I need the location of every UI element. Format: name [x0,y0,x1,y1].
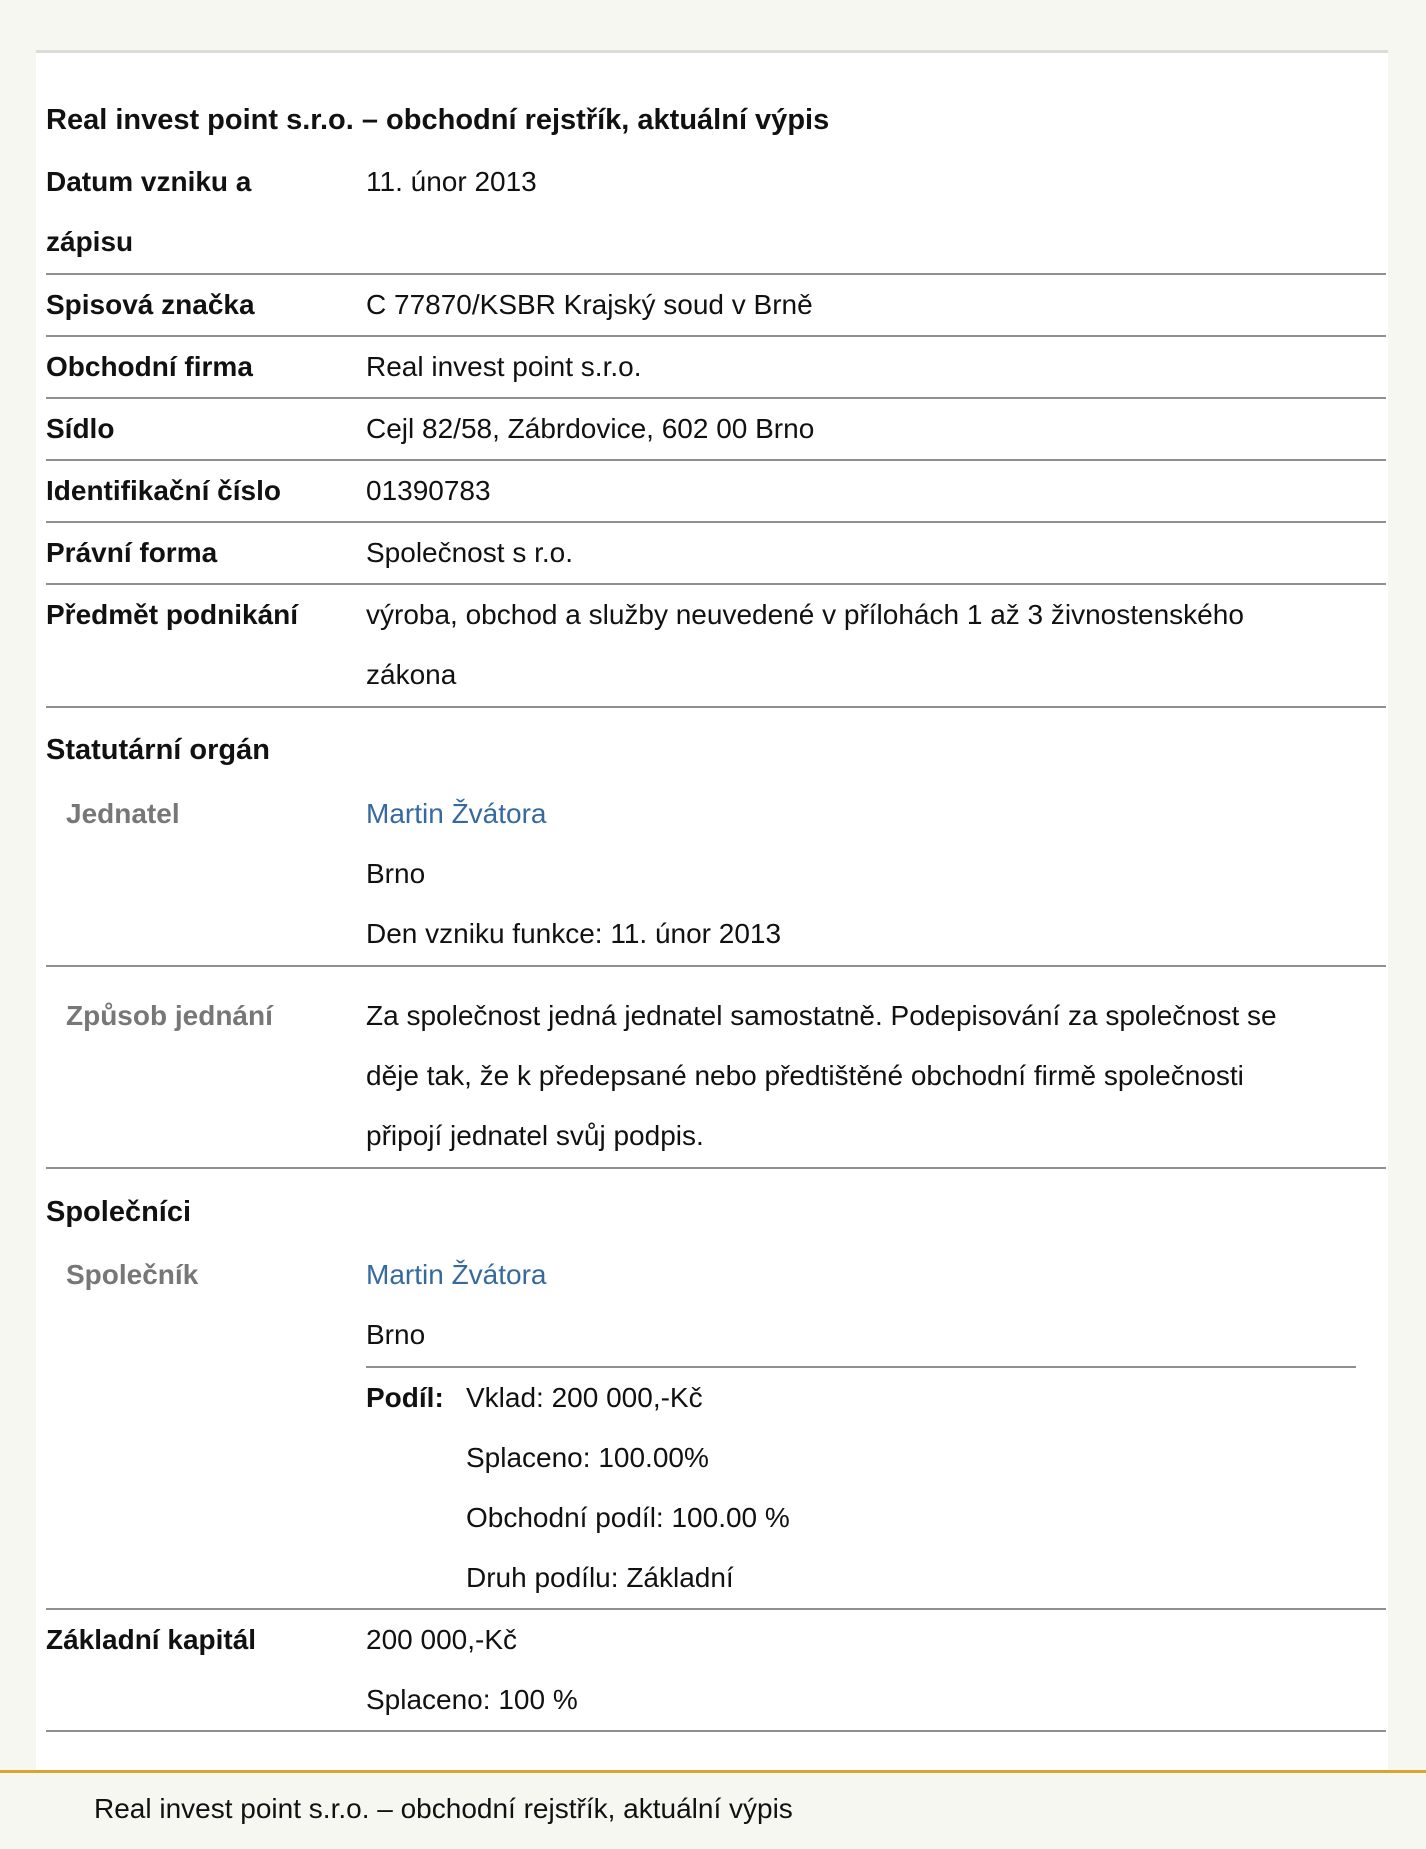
jednatel-city: Brno [366,858,426,889]
value-predmet-podnikani-line2: zákona [366,659,457,690]
value-obchodni-firma: Real invest point s.r.o. [366,351,642,382]
jednatel-name-link[interactable]: Martin Žvátora [366,798,547,829]
podil-druh: Druh podílu: Základní [466,1562,734,1593]
podil-splaceno: Splaceno: 100.00% [466,1442,709,1473]
value-kapital-splaceno: Splaceno: 100 % [366,1684,578,1715]
value-pravni-forma: Společnost s r.o. [366,537,574,568]
value-predmet-podnikani-line1: výroba, obchod a služby neuvedené v přílohách 1 až 3 živnostenského [366,599,1244,630]
row-divider [46,965,1386,967]
spolecnik-name [366,1245,1366,1305]
jednatel-name [366,784,1366,844]
footer-bar [0,1770,1426,1849]
section-heading-spolecnici: Společníci [46,1196,192,1228]
label-jednatel: Jednatel [66,798,180,829]
podil-vklad: Vklad: 200 000,-Kč [466,1382,703,1413]
row-divider [46,1167,1386,1169]
row-divider [46,706,1386,708]
value-zakladni-kapital: 200 000,-Kč [366,1624,517,1655]
footer-title: Real invest point s.r.o. – obchodní rejstřík, aktuální výpis [94,1793,793,1824]
zpusob-jednani-line1: Za společnost jedná jednatel samostatně. Podepisování za společnost se [366,1000,1277,1031]
label-pravni-forma: Právní forma [46,537,218,568]
label-identifikacni-cislo: Identifikační číslo [46,475,281,506]
row-divider [46,1730,1386,1732]
label-predmet-podnikani: Předmět podnikání [46,599,299,630]
label-datum-vzniku-line1: Datum vzniku a [46,166,252,197]
label-spisova-znacka: Spisová značka [46,289,255,320]
section-heading-statutarni-organ: Statutární orgán [46,734,270,766]
label-podil: Podíl: [366,1382,444,1413]
page-title: Real invest point s.r.o. – obchodní rejstřík, aktuální výpis [46,104,830,136]
label-obchodni-firma: Obchodní firma [46,351,253,382]
podil-obchodni: Obchodní podíl: 100.00 % [466,1502,790,1533]
label-spolecnik: Společník [66,1259,199,1290]
label-datum-vzniku-line2: zápisu [46,226,134,257]
spolecnik-city: Brno [366,1319,426,1350]
label-sidlo: Sídlo [46,413,115,444]
value-sidlo: Cejl 82/58, Zábrdovice, 602 00 Brno [366,413,815,444]
jednatel-since: Den vzniku funkce: 11. únor 2013 [366,918,782,949]
spolecnik-name-link[interactable]: Martin Žvátora [366,1259,547,1290]
value-datum-vzniku: 11. únor 2013 [366,166,537,197]
zpusob-jednani-line3: připojí jednatel svůj podpis. [366,1120,704,1151]
label-zakladni-kapital: Základní kapitál [46,1624,257,1655]
value-identifikacni-cislo: 01390783 [366,475,491,506]
value-spisova-znacka: C 77870/KSBR Krajský soud v Brně [366,289,813,320]
label-zpusob-jednani: Způsob jednání [66,1000,273,1031]
zpusob-jednani-line2: děje tak, že k předepsané nebo předtištěné obchodní firmě společnosti [366,1060,1244,1091]
